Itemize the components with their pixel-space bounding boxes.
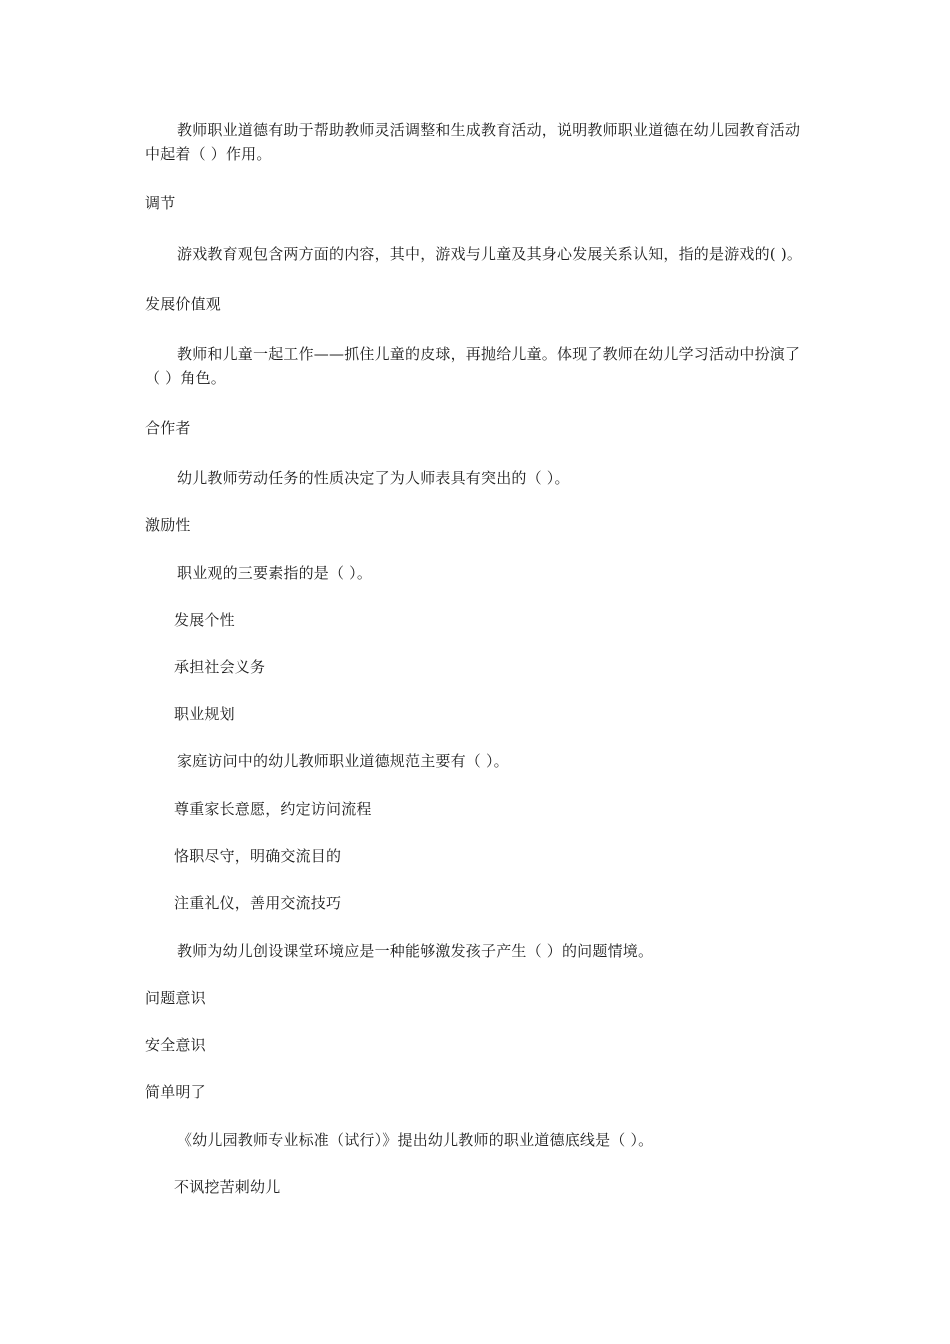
- question-text: 幼儿教师劳动任务的性质决定了为人师表具有突出的（ ）。: [177, 469, 570, 487]
- option-text: 注重礼仪，善用交流技巧: [174, 894, 342, 912]
- answer-text: 合作者: [145, 419, 191, 437]
- option-text: 承担社会义务: [174, 658, 266, 676]
- question-text: 教师为幼儿创设课堂环境应是一种能够激发孩子产生（ ）的问题情境。: [177, 942, 654, 960]
- question-text: 职业观的三要素指的是（ ）。: [177, 564, 373, 582]
- answer-text: 安全意识: [145, 1036, 206, 1054]
- option-text: 恪职尽守，明确交流目的: [174, 847, 342, 865]
- answer-text: 简单明了: [145, 1083, 206, 1101]
- answer-text: 激励性: [145, 516, 191, 534]
- option-text: 职业规划: [174, 705, 235, 723]
- option-text: 发展个性: [174, 611, 235, 629]
- question-text: 教师和儿童一起工作——抓住儿童的皮球，再抛给儿童。体现了教师在幼儿学习活动中扮演了（ ）角色。: [145, 345, 801, 387]
- answer-text: 问题意识: [145, 989, 206, 1007]
- option-text: 不讽挖苦刺幼儿: [174, 1178, 281, 1196]
- answer-text: 调节: [145, 194, 176, 212]
- question-text: 游戏教育观包含两方面的内容，其中，游戏与儿童及其身心发展关系认知，指的是游戏的( )。: [177, 245, 803, 263]
- question-text: 《幼儿园教师专业标准（试行）》提出幼儿教师的职业道德底线是（ ）。: [177, 1131, 654, 1149]
- answer-text: 发展价值观: [145, 295, 222, 313]
- question-text: 教师职业道德有助于帮助教师灵活调整和生成教育活动，说明教师职业道德在幼儿园教育活动中起着（ ）作用。: [145, 121, 801, 163]
- option-text: 尊重家长意愿，约定访问流程: [174, 800, 372, 818]
- question-text: 家庭访问中的幼儿教师职业道德规范主要有（ ）。: [177, 752, 509, 770]
